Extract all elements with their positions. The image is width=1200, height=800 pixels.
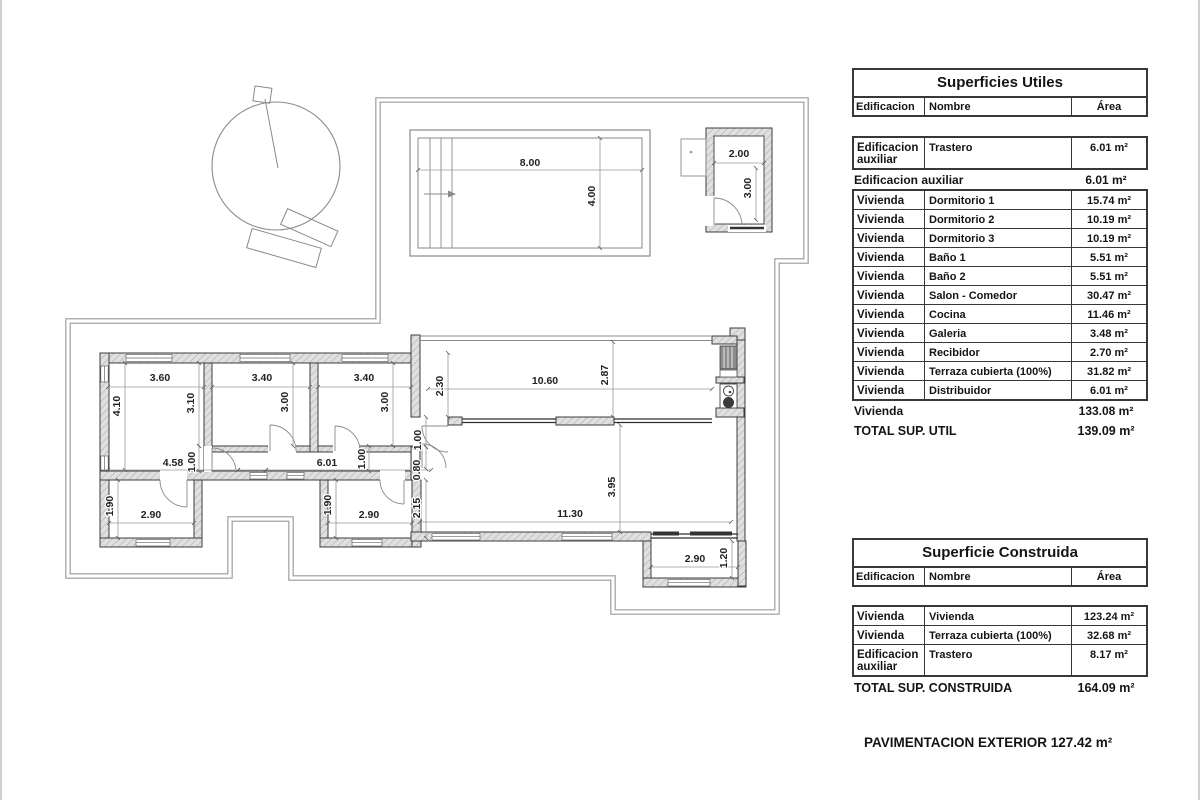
cell-nombre: Baño 1 [925,248,1072,266]
dim-label: 1.90 [104,495,116,517]
total-row [852,420,1148,440]
col-header-nombre: Nombre [925,568,1072,585]
table-header-row [852,566,1148,587]
cell-edificacion: Vivienda [854,248,925,266]
cell-area: 11.46 m² [1087,308,1131,321]
cell-nombre: Vivienda [925,607,1072,625]
dim-label: 2.90 [684,553,706,565]
doors [160,425,448,507]
subtotal-value: 6.01 m² [1085,173,1127,187]
dim-label: 1.00 [186,451,198,473]
dim-label: 3.40 [251,372,273,384]
dim-label: 3.60 [149,372,171,384]
cell-nombre: Dormitorio 1 [925,191,1072,209]
cell-area: 3.48 m² [1090,327,1128,340]
table-title: Superficie Construida [852,538,1148,566]
table-row [854,324,1146,343]
cell-edificacion: Vivienda [854,191,925,209]
table-row [854,362,1146,381]
table-row [854,286,1146,305]
cell-area: 32.68 m² [1086,629,1132,642]
subtotal-label: Vivienda [854,404,904,418]
table-row [854,343,1146,362]
dim-label: 2.87 [599,364,611,386]
dim-label: 1.00 [356,448,368,470]
cell-nombre: Baño 2 [925,267,1072,285]
cell-area: 6.01 m² [1090,141,1128,154]
cell-edificacion: Edificacion auxiliar [854,138,925,168]
dim-label: 6.01 [316,457,338,469]
swimming-pool [410,130,650,256]
table-row [854,138,1146,168]
total-label: TOTAL SUP. CONSTRUIDA [854,681,1013,695]
dim-label: 4.10 [111,395,123,417]
cell-nombre: Recibidor [925,343,1072,361]
cell-nombre: Trastero [925,138,1072,168]
dim-label: 1.20 [718,547,730,569]
dim-label: 3.00 [279,391,291,413]
cell-edificacion: Vivienda [854,607,925,625]
cell-nombre: Dormitorio 2 [925,210,1072,228]
col-header-edificacion: Edificacion [854,98,925,115]
cell-area: 6.01 m² [1090,384,1128,397]
cell-nombre: Cocina [925,305,1072,323]
table-row [854,381,1146,399]
cell-nombre: Trastero [925,645,1072,675]
dim-label: 3.10 [185,392,197,414]
cell-area: 10.19 m² [1086,213,1132,226]
col-header-area: Área [1096,571,1122,583]
cell-nombre: Dormitorio 3 [925,229,1072,247]
dim-label: 4.00 [586,185,598,207]
tree-circle [212,86,340,230]
planter-boxes [247,209,338,268]
table-row [854,210,1146,229]
dim-label: 2.90 [358,509,380,521]
dim-label: 4.58 [162,457,184,469]
col-header-edificacion: Edificacion [854,568,925,585]
cell-area: 10.19 m² [1086,232,1132,245]
cell-edificacion: Vivienda [854,305,925,323]
cell-nombre: Terraza cubierta (100%) [925,626,1072,644]
table-header-row [852,96,1148,117]
table-row [854,305,1146,324]
cell-area: 2.70 m² [1090,346,1128,359]
kitchen-fixtures [720,346,737,408]
total-row [852,677,1148,697]
dim-label: 8.00 [519,157,541,169]
cell-area: 8.17 m² [1090,648,1128,661]
cell-nombre: Terraza cubierta (100%) [925,362,1072,380]
superficies-utiles-table [852,68,1148,440]
dim-label: 11.30 [557,508,583,520]
cell-area: 5.51 m² [1090,270,1128,283]
table-title: Superficies Utiles [852,68,1148,96]
cell-edificacion: Vivienda [854,229,925,247]
table-row [854,626,1146,645]
cell-edificacion: Vivienda [854,362,925,380]
cell-edificacion: Edificacion auxiliar [854,645,925,675]
total-value: 139.09 m² [1077,424,1135,438]
dim-label: 3.40 [353,372,375,384]
superficie-construida-table [852,538,1148,697]
table-row [854,645,1146,675]
table-row [854,191,1146,210]
cell-area: 30.47 m² [1086,289,1132,302]
dim-label: 2.00 [728,148,750,160]
table-row [854,607,1146,626]
table-row [854,267,1146,286]
cell-edificacion: Vivienda [854,381,925,399]
cell-edificacion: Vivienda [854,324,925,342]
cell-area: 5.51 m² [1090,251,1128,264]
table-row [854,248,1146,267]
table-group [852,189,1148,401]
cell-area: 15.74 m² [1086,194,1132,207]
subtotal-row [852,170,1148,189]
dim-label: 3.00 [742,177,754,199]
cell-area: 31.82 m² [1086,365,1132,378]
pavimentacion-note: PAVIMENTACION EXTERIOR 127.42 m² [864,735,1113,750]
dim-label: 0.80 [411,459,423,481]
cell-nombre: Salon - Comedor [925,286,1072,304]
dim-label: 10.60 [531,375,559,387]
subtotal-label: Edificacion auxiliar [854,173,964,187]
table-group [852,136,1148,170]
dim-label: 1.00 [412,429,424,451]
dim-label: 2.30 [434,375,446,397]
dim-label: 3.00 [379,391,391,413]
col-header-nombre: Nombre [925,98,1072,115]
dim-label: 3.95 [606,476,618,498]
cell-nombre: Distribuidor [925,381,1072,399]
total-value: 164.09 m² [1077,681,1135,695]
subtotal-value: 133.08 m² [1078,404,1134,418]
dim-label: 2.90 [140,509,162,521]
col-header-area: Área [1096,101,1122,113]
cell-edificacion: Vivienda [854,210,925,228]
cell-edificacion: Vivienda [854,286,925,304]
cell-area: 123.24 m² [1083,610,1135,623]
cell-edificacion: Vivienda [854,626,925,644]
dim-label: 2.15 [411,497,423,519]
subtotal-row [852,401,1148,420]
dim-label: 1.90 [322,494,334,516]
storage-building [681,128,772,232]
cell-edificacion: Vivienda [854,267,925,285]
cell-edificacion: Vivienda [854,343,925,361]
table-row [854,229,1146,248]
total-label: TOTAL SUP. UTIL [854,424,957,438]
table-group [852,605,1148,677]
cell-nombre: Galeria [925,324,1072,342]
